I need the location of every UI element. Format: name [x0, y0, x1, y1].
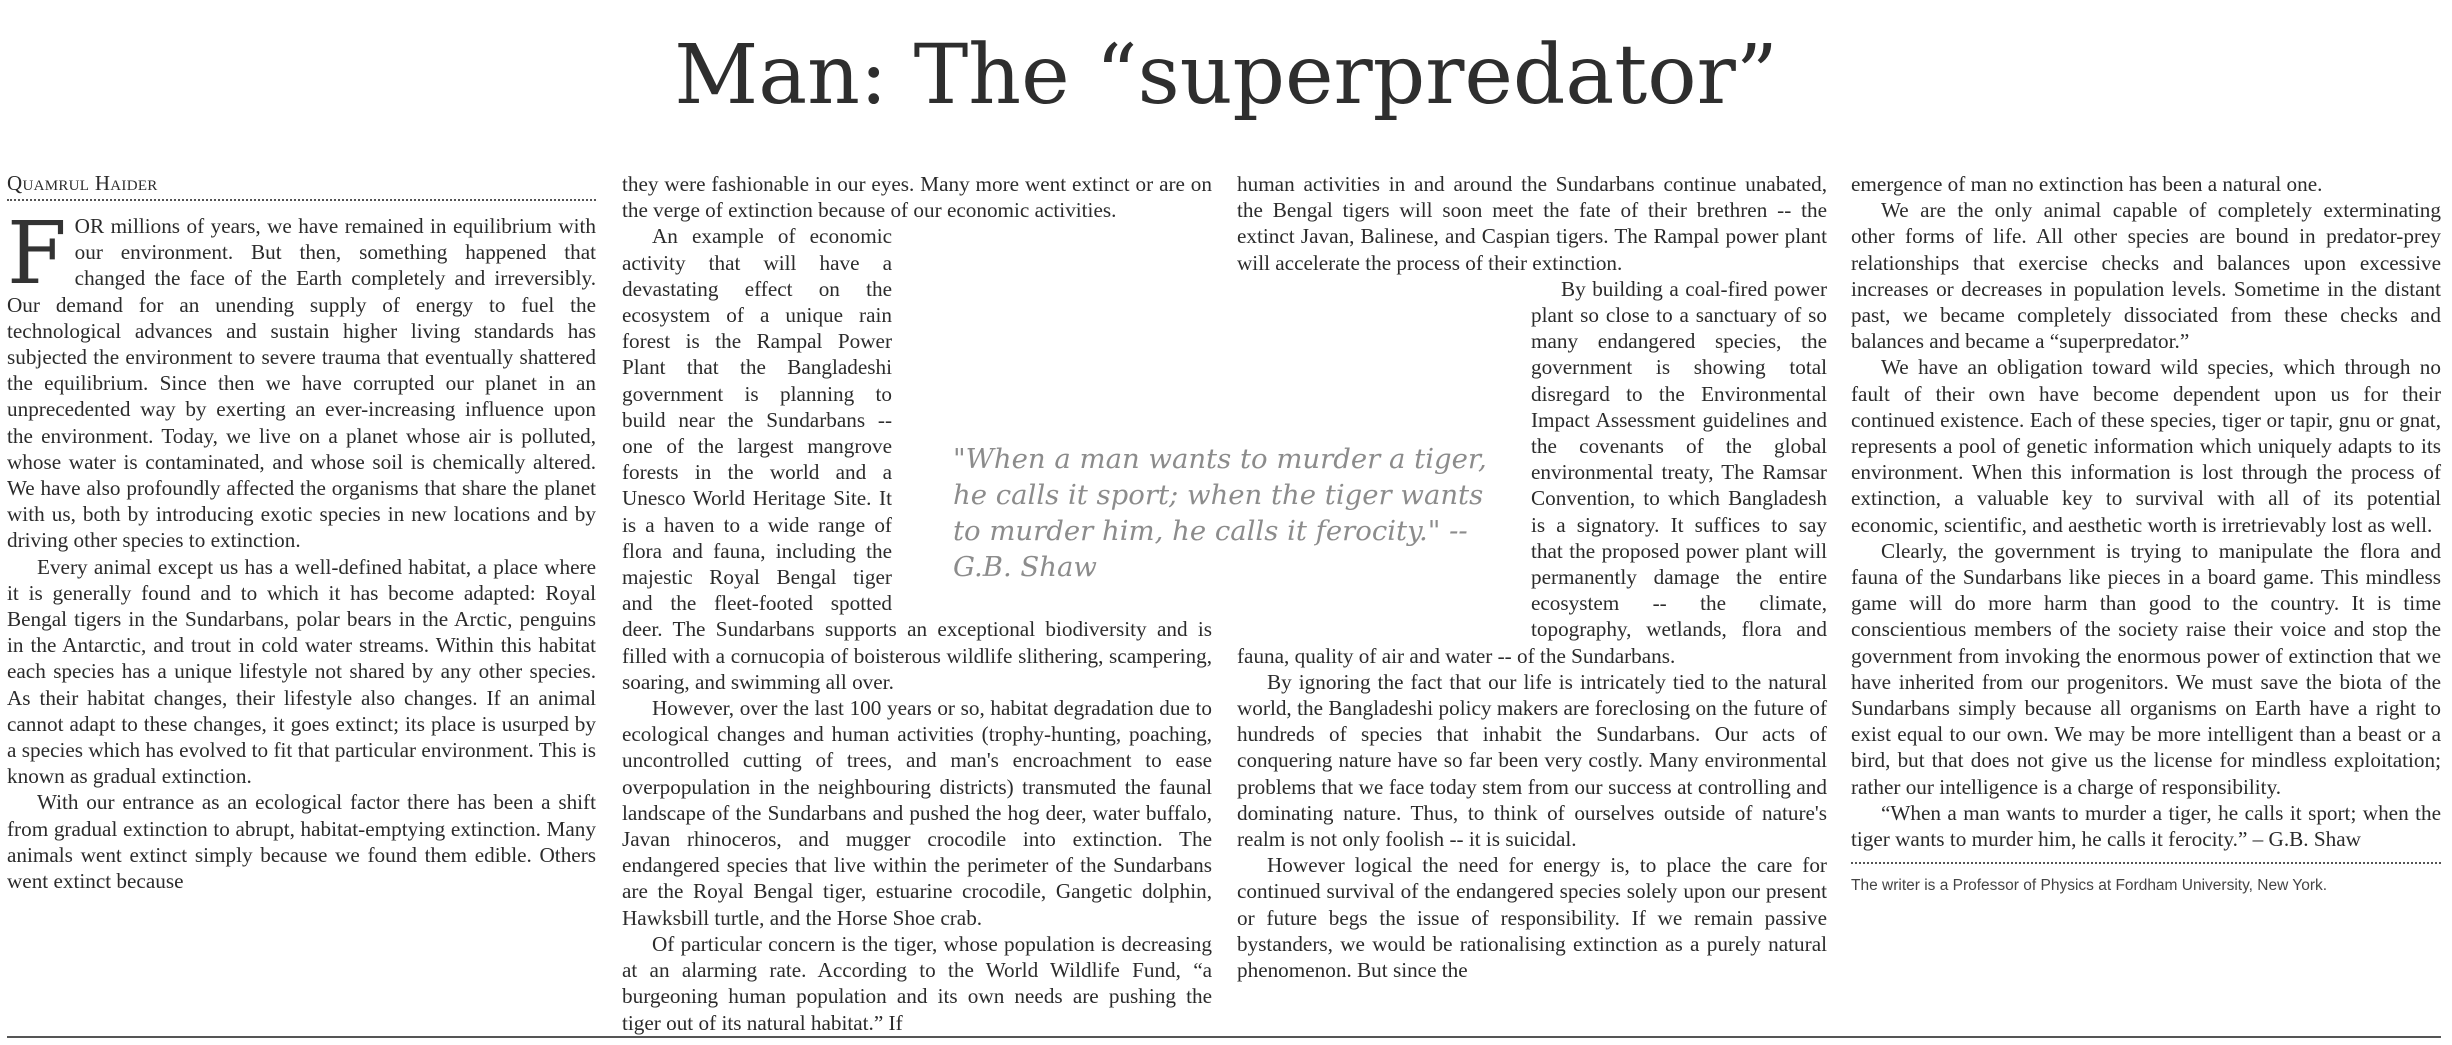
paragraph: they were fashionable in our eyes. Many more went extinct or are on the verge of extinction because of our economic activities.: [622, 172, 1212, 223]
headline: Man: The “superpredator”: [674, 28, 1778, 123]
article-column-2: [622, 171, 1212, 1036]
paragraph: An example of economic activity that will have a devastating effect on the ecosystem of a unique rain forest is the Rampal Power Plant that the Bangladeshi government is planning to build near the Sundarbans -- one of the largest mangrove forests in the world and a Unesco World Heritage Site. It is a haven to a wide range of flora and fauna, including the majestic Royal Bengal tiger and the fleet-footed spotted deer. The Sundarbans supports an exceptional biodiversity and is filled with a cornucopia of boisterous wildlife slithering, scampering, soaring, and swimming all over.: [622, 224, 1212, 694]
paragraph: We are the only animal capable of completely exterminating other forms of life. All other species are bound in predator-prey relationships that exercise checks and balances upon excessive increases or decreases in population levels. Sometime in the distant past, we became completely dissociated from these checks and balances and became a “superpredator.”: [1851, 198, 2441, 354]
paragraph: However, over the last 100 years or so, habitat degradation due to ecological changes and human activities (trophy-hunting, poaching, uncontrolled cutting of trees, and man's encroachment to ease overpopulation in the neighbouring districts) transmuted the faunal landscape of the Sundarbans and pushed the hog deer, water buffalo, Javan rhinoceros, and mugger crocodile into extinction. The endangered species that live within the perimeter of the Sundarbans are the Royal Bengal tiger, estuarine crocodile, Gangetic dolphin, Hawksbill turtle, and the Horse Shoe crab.: [622, 696, 1212, 930]
paragraph: Of particular concern is the tiger, whose population is decreasing at an alarming rate. According to the World Wildlife Fund, “a burgeoning human population and its own needs are pushing the tiger out of its natural habitat.” If: [622, 931, 1212, 1035]
drop-cap: F: [7, 204, 67, 304]
byline: Quamrul Haider: [7, 171, 596, 201]
paragraph: Clearly, the government is trying to manipulate the flora and fauna of the Sundarbans like pieces in a board game. This mindless game will do more harm than good to the country. It is time conscientious members of the society raise their voice and stop the government from invoking the enormous power of extinction that we have inherited from our progenitors. We must save the biota of the Sundarbans simply because all organisms on Earth have a right to exist equal to our own. We may be more intelligent than a beast or a bird, but that does not give us the license for mindless exploitation; rather our intelligence is a charge of responsibility.: [1851, 538, 2441, 799]
bottom-divider: [7, 1036, 2441, 1038]
paragraph: By ignoring the fact that our life is intricately tied to the natural world, the Bangladeshi policy makers are foreclosing on the future of hundreds of species that inhabit the Sundarbans. Our acts of conquering nature have so far been very costly. Many environmental problems that we face today stem from our success at controlling and dominating nature. Thus, to think of ourselves outside of nature's realm is not only foolish -- it is suicidal.: [1237, 669, 1827, 852]
paragraph: However logical the need for energy is, to place the care for continued survival of the endangered species solely upon our present or future begs the issue of responsibility. If we remain passive bystanders, we would be rationalising extinction as a purely natural phenomenon. But since the: [1237, 853, 1827, 983]
paragraph: Every animal except us has a well-defined habitat, a place where it is generally found and to which it has become adapted: Royal Bengal tigers in the Sundarbans, polar bears in the Arctic, penguins in the Antarctic, and trout in cold water streams. Within this habitat each species has a unique lifestyle not shared by any other species. As their habitat changes, their lifestyle also changes. If an animal cannot adapt to these changes, it goes extinct; its place is usurped by a species which has evolved to fit that particular environment. This is known as gradual extinction.: [7, 554, 596, 789]
article-column-4: [1851, 171, 2441, 896]
author-note: The writer is a Professor of Physics at Fordham University, New York.: [1851, 862, 2441, 896]
paragraph: “When a man wants to murder a tiger, he calls it sport; when the tiger wants to murder him, he calls it ferocity.” – G.B. Shaw: [1851, 800, 2441, 852]
paragraph: human activities in and around the Sundarbans continue unabated, the Bengal tigers will soon meet the fate of their brethren -- the extinct Javan, Balinese, and Caspian tigers. The Rampal power plant will accelerate the process of their extinction.: [1237, 172, 1827, 275]
paragraph: FOR millions of years, we have remained in equilibrium with our environment. But then, something happened that changed the face of the Earth completely and irreversibly. Our demand for an unending supply of energy to fuel the technological advances and sustain higher living standards has subjected the environment to severe trauma that eventually shattered the equilibrium. Since then we have corrupted our planet in an unprecedented way by exerting an ever-increasing influence upon the environment. Today, we live on a planet whose air is polluted, whose water is contaminated, and whose soil is chemically altered. We have also profoundly affected the organisms that share the planet with us, both by introducing exotic species in new locations and by driving other species to extinction.: [7, 204, 596, 553]
paragraph: By building a coal-fired power plant so close to a sanctuary of so many endangered species, the government is showing total disregard to the Environmental Impact Assessment guidelines and the covenants of the global environmental treaty, The Ramsar Convention, to which Bangladesh is a signatory. It suffices to say that the proposed power plant will permanently damage the entire ecosystem -- the climate, topography, wetlands, flora and fauna, quality of air and water -- of the Sundarbans.: [1237, 276, 1827, 668]
paragraph: We have an obligation toward wild species, which through no fault of their own have become dependent upon us for their continued existence. Each of these species, tiger or tapir, gnu or gnat, represents a pool of genetic information which uniquely adapts to its environment. When this information is lost through the process of extinction, a valuable key to survival with all of its potential economic, scientific, and aesthetic worth is irretrievably lost as well.: [1851, 355, 2441, 537]
pull-quote: "When a man wants to murder a tiger, he calls it sport; when the tiger wants to murder him, he calls it ferocity." -- G.B. Shaw: [953, 443, 1487, 583]
paragraph: With our entrance as an ecological factor there has been a shift from gradual extinction to abrupt, habitat-emptying extinction. Many animals went extinct simply because we found them edible. Others went extinct because: [7, 790, 596, 894]
paragraph: emergence of man no extinction has been a natural one.: [1851, 172, 2323, 196]
article-column-1: [7, 171, 596, 894]
